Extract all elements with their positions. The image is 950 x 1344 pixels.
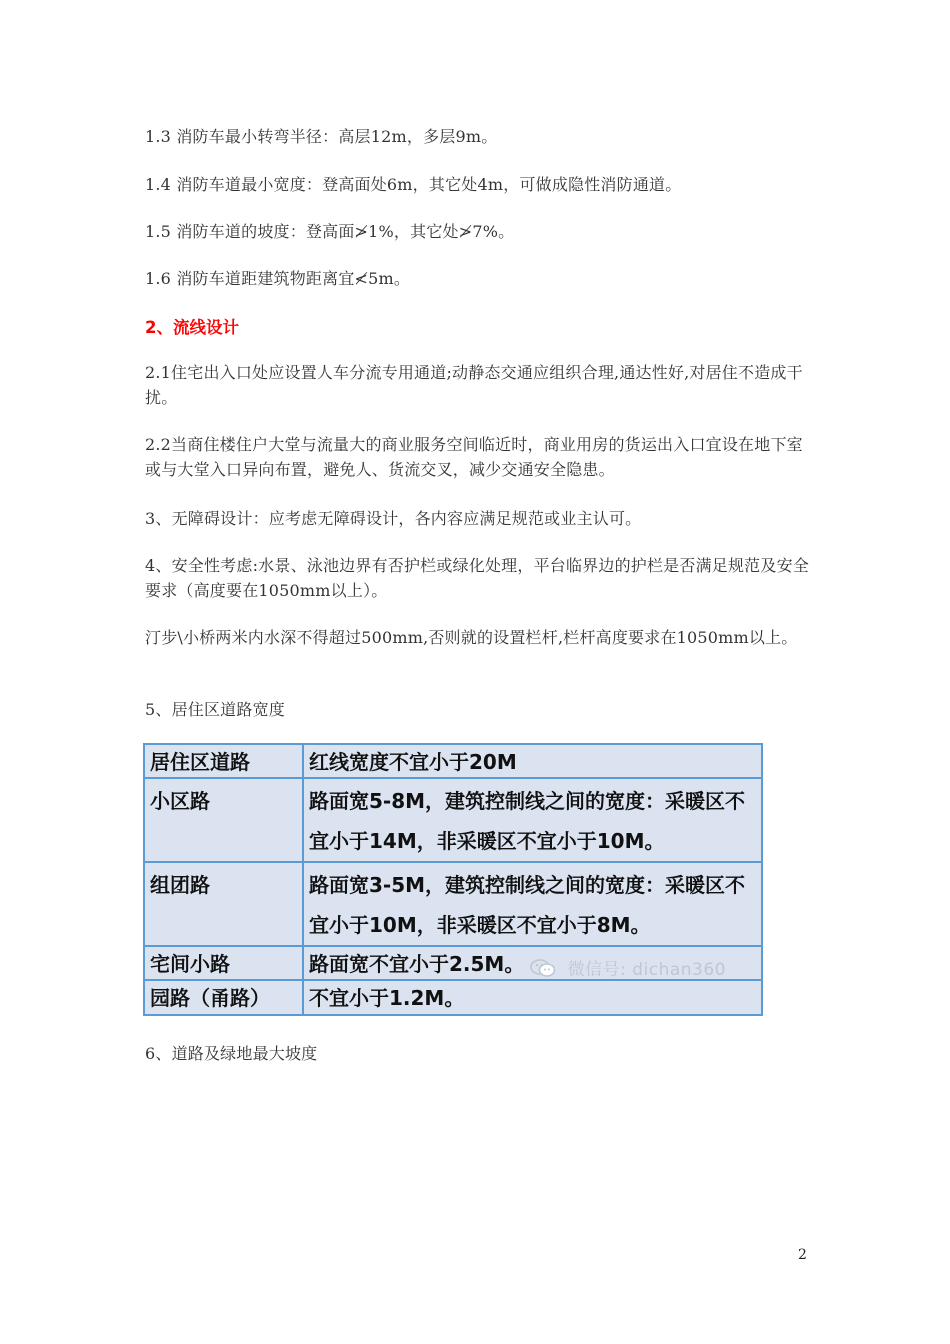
paragraph-1-3: 1.3 消防车最小转弯半径：高层12m，多层9m。 — [145, 127, 498, 146]
table-cell-width-rule: 路面宽不宜小于2.5M。 — [303, 946, 762, 980]
table-cell-width-rule: 路面宽5-8M，建筑控制线之间的宽度：采暖区不宜小于14M，非采暖区不宜小于10M。 — [303, 778, 762, 862]
section-heading-2: 2、流线设计 — [145, 318, 239, 337]
paragraph-1-5: 1.5 消防车道的坡度：登高面≯1%，其它处≯7%。 — [145, 222, 515, 241]
paragraph-1-6: 1.6 消防车道距建筑物距离宜≮5m。 — [145, 269, 411, 288]
table-cell-road-type: 小区路 — [144, 778, 303, 862]
watermark-text: 微信号: dichan360 — [567, 960, 726, 980]
page-number: 2 — [798, 1247, 807, 1263]
table-row — [144, 862, 762, 946]
wechat-icon — [530, 960, 562, 979]
paragraph-2-2: 2.2当商住楼住户大堂与流量大的商业服务空间临近时，商业用房的货运出入口宜设在地下室或与大堂入口异向布置，避免人、货流交叉，减少交通安全隐患。 — [145, 435, 803, 479]
paragraph-4: 4、安全性考虑:水景、泳池边界有否护栏或绿化处理，平台临界边的护栏是否满足规范及安全要求（高度要在1050mm以上）。 — [145, 556, 809, 600]
table-row — [144, 744, 762, 778]
table-cell-road-type: 组团路 — [144, 862, 303, 946]
table-cell-width-rule: 红线宽度不宜小于20M — [303, 744, 762, 778]
table-cell-width-rule: 路面宽3-5M，建筑控制线之间的宽度：采暖区不宜小于10M，非采暖区不宜小于8M。 — [303, 862, 762, 946]
table-row — [144, 980, 762, 1015]
paragraph-2-1: 2.1住宅出入口处应设置人车分流专用通道;动静态交通应组织合理,通达性好,对居住不造成干扰。 — [145, 363, 803, 407]
table-cell-road-type: 居住区道路 — [144, 744, 303, 778]
table-cell-width-rule: 不宜小于1.2M。 — [303, 980, 762, 1015]
table-row — [144, 778, 762, 862]
paragraph-6: 6、道路及绿地最大坡度 — [145, 1044, 318, 1063]
paragraph-5: 5、居住区道路宽度 — [145, 700, 285, 719]
paragraph-4-note: 汀步\小桥两米内水深不得超过500mm,否则就的设置栏杆,栏杆高度要求在1050mm以上。 — [145, 628, 798, 647]
paragraph-1-4: 1.4 消防车道最小宽度：登高面处6m，其它处4m，可做成隐性消防通道。 — [145, 175, 682, 194]
table-cell-road-type: 宅间小路 — [144, 946, 303, 980]
paragraph-3: 3、无障碍设计：应考虑无障碍设计，各内容应满足规范或业主认可。 — [145, 509, 642, 528]
wechat-watermark — [530, 955, 726, 980]
table-cell-road-type: 园路（甬路） — [144, 980, 303, 1015]
